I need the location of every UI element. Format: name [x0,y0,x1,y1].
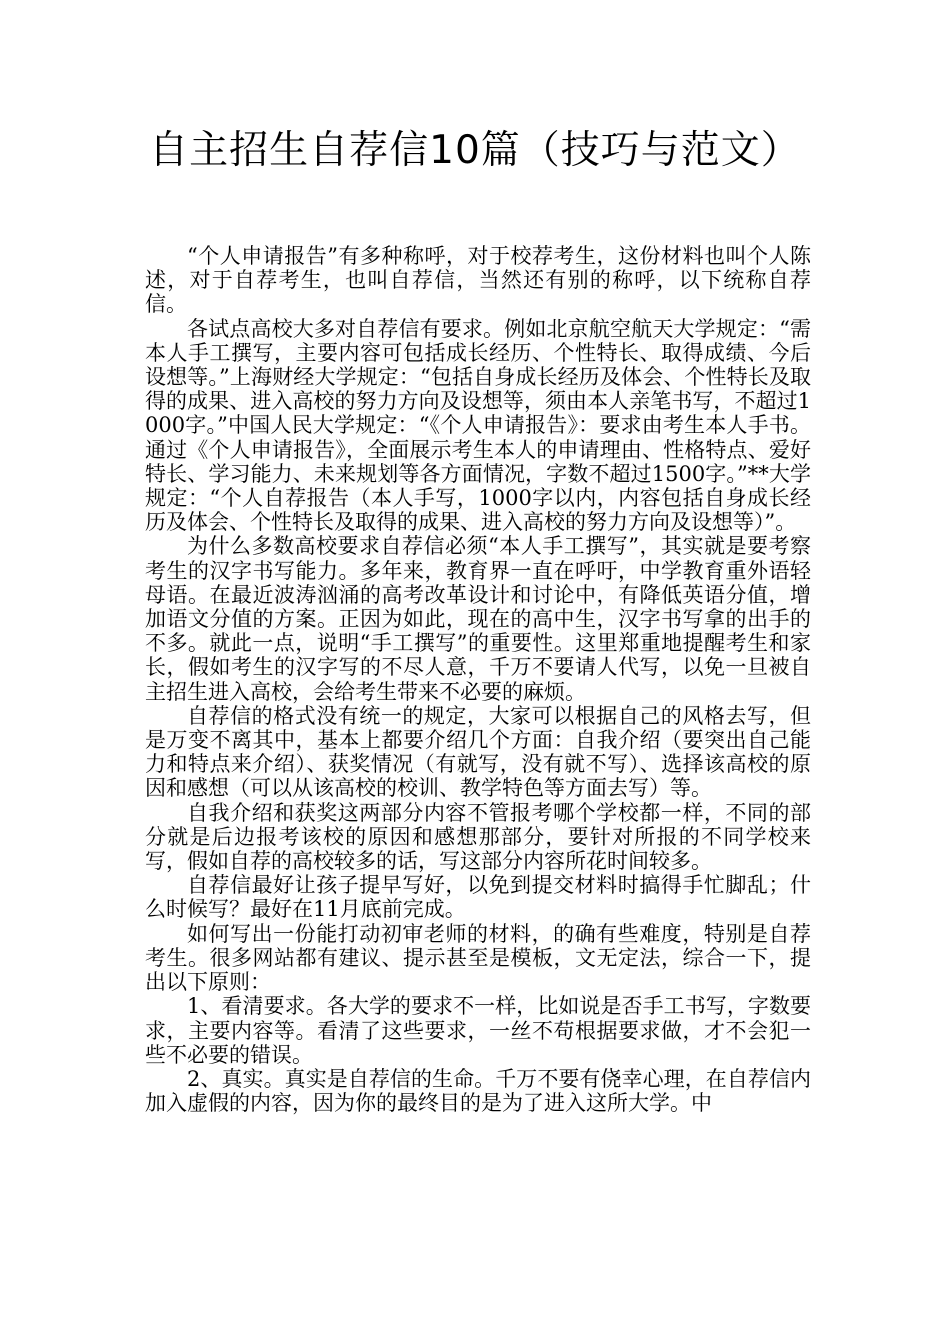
paragraph: 自荐信的格式没有统一的规定，大家可以根据自己的风格去写，但是万变不离其中，基本上都要介绍几个方面：自我介绍（要突出自己能力和特点来介绍）、获奖情况（有就写，没有就不写）、选择该高校的原因和感想（可以从该高校的校训、教学特色等方面去写）等。 [145,703,811,801]
paragraph: 2、真实。真实是自荐信的生命。千万不要有侥幸心理，在自荐信内加入虚假的内容，因为你的最终目的是为了进入这所大学。中 [145,1066,811,1116]
document-body [145,244,811,1115]
paragraph: 各试点高校大多对自荐信有要求。例如北京航空航天大学规定：“需本人手工撰写，主要内容可包括成长经历、个性特长、取得成绩、今后设想等。”上海财经大学规定：“包括自身成长经历及体会、个性特长及取得的成果、进入高校的努力方向及设想等，须由本人亲笔书写，不超过1000字。”中国人民大学规定：“《个人申请报告》：要求由考生本人手书。通过《个人申请报告》，全面展示考生本人的申请理由、性格特点、爱好特长、学习能力、未来规划等各方面情况，字数不超过1500字。”**大学规定：“个人自荐报告（本人手写，1000字以内，内容包括自身成长经历及体会、个性特长及取得的成果、进入高校的努力方向及设想等）”。 [145,316,811,535]
paragraph: 自荐信最好让孩子提早写好，以免到提交材料时搞得手忙脚乱；什么时候写？最好在11月底前完成。 [145,873,811,922]
document-title: 自主招生自荐信10篇（技巧与范文） [149,128,801,173]
paragraph: “个人申请报告”有多种称呼，对于校荐考生，这份材料也叫个人陈述，对于自荐考生，也叫自荐信，当然还有别的称呼，以下统称自荐信。 [145,244,811,317]
paragraph: 1、看清要求。各大学的要求不一样，比如说是否手工书写，字数要求，主要内容等。看清了这些要求，一丝不苟根据要求做，才不会犯一些不必要的错误。 [145,994,811,1067]
paragraph: 自我介绍和获奖这两部分内容不管报考哪个学校都一样，不同的部分就是后边报考该校的原因和感想那部分，要针对所报的不同学校来写，假如自荐的高校较多的话，写这部分内容所花时间较多。 [145,800,811,874]
paragraph: 如何写出一份能打动初审老师的材料，的确有些难度，特别是自荐考生。很多网站都有建议、提示甚至是模板，文无定法，综合一下，提出以下原则： [145,921,811,995]
paragraph: 为什么多数高校要求自荐信必须“本人手工撰写”，其实就是要考察考生的汉字书写能力。多年来，教育界一直在呼吁，中学教育重外语轻母语。在最近波涛汹涌的高考改革设计和讨论中，有降低英语分值，增加语文分值的方案。正因为如此，现在的高中生，汉字书写拿的出手的不多。就此一点，说明“手工撰写”的重要性。这里郑重地提醒考生和家长，假如考生的汉字写的不尽人意，千万不要请人代写，以免一旦被自主招生进入高校，会给考生带来不必要的麻烦。 [145,534,811,704]
